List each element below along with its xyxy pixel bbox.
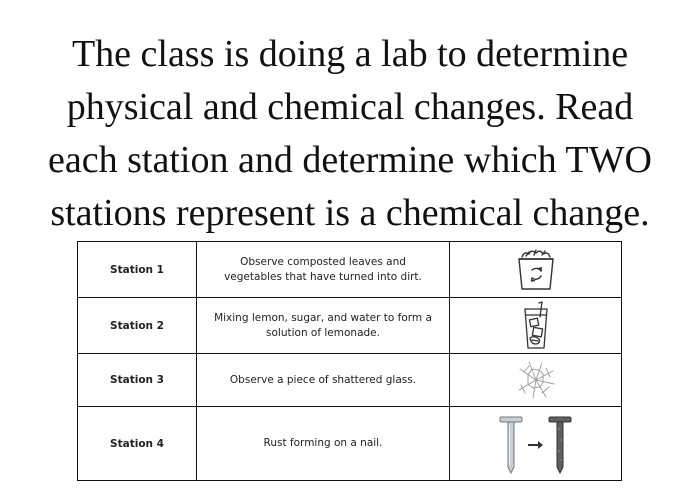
table-row <box>78 407 622 481</box>
station-name: Station 1 <box>78 242 197 298</box>
table-row <box>78 298 622 354</box>
station-picture-cell <box>450 407 622 481</box>
table-row <box>78 354 622 407</box>
rusting-nail-icon <box>494 413 578 475</box>
shattered-glass-icon <box>516 360 556 400</box>
question-text <box>0 28 700 240</box>
arrow-right-icon <box>528 441 543 449</box>
station-name: Station 4 <box>78 407 197 481</box>
lemonade-glass-icon <box>519 301 553 351</box>
station-picture-cell <box>450 298 622 354</box>
question-line: The class is doing a lab to determine <box>71 33 629 75</box>
station-description: Observe composted leaves and vegetables that have turned into dirt. <box>197 242 450 298</box>
station-description: Observe a piece of shattered glass. <box>197 354 450 407</box>
station-picture-cell <box>450 242 622 298</box>
shiny-nail-icon <box>500 417 522 473</box>
rusted-nail-icon <box>549 417 571 473</box>
question-line: each station and determine which TWO <box>48 139 652 181</box>
table-row <box>78 242 622 298</box>
station-name: Station 3 <box>78 354 197 407</box>
station-description: Rust forming on a nail. <box>197 407 450 481</box>
station-name: Station 2 <box>78 298 197 354</box>
stations-table <box>77 241 622 481</box>
question-line: physical and chemical changes. Read <box>66 86 634 128</box>
question-line: stations represent is a chemical change. <box>50 192 650 234</box>
station-description: Mixing lemon, sugar, and water to form a solution of lemonade. <box>197 298 450 354</box>
station-picture-cell <box>450 354 622 407</box>
compost-bin-icon <box>512 248 560 292</box>
